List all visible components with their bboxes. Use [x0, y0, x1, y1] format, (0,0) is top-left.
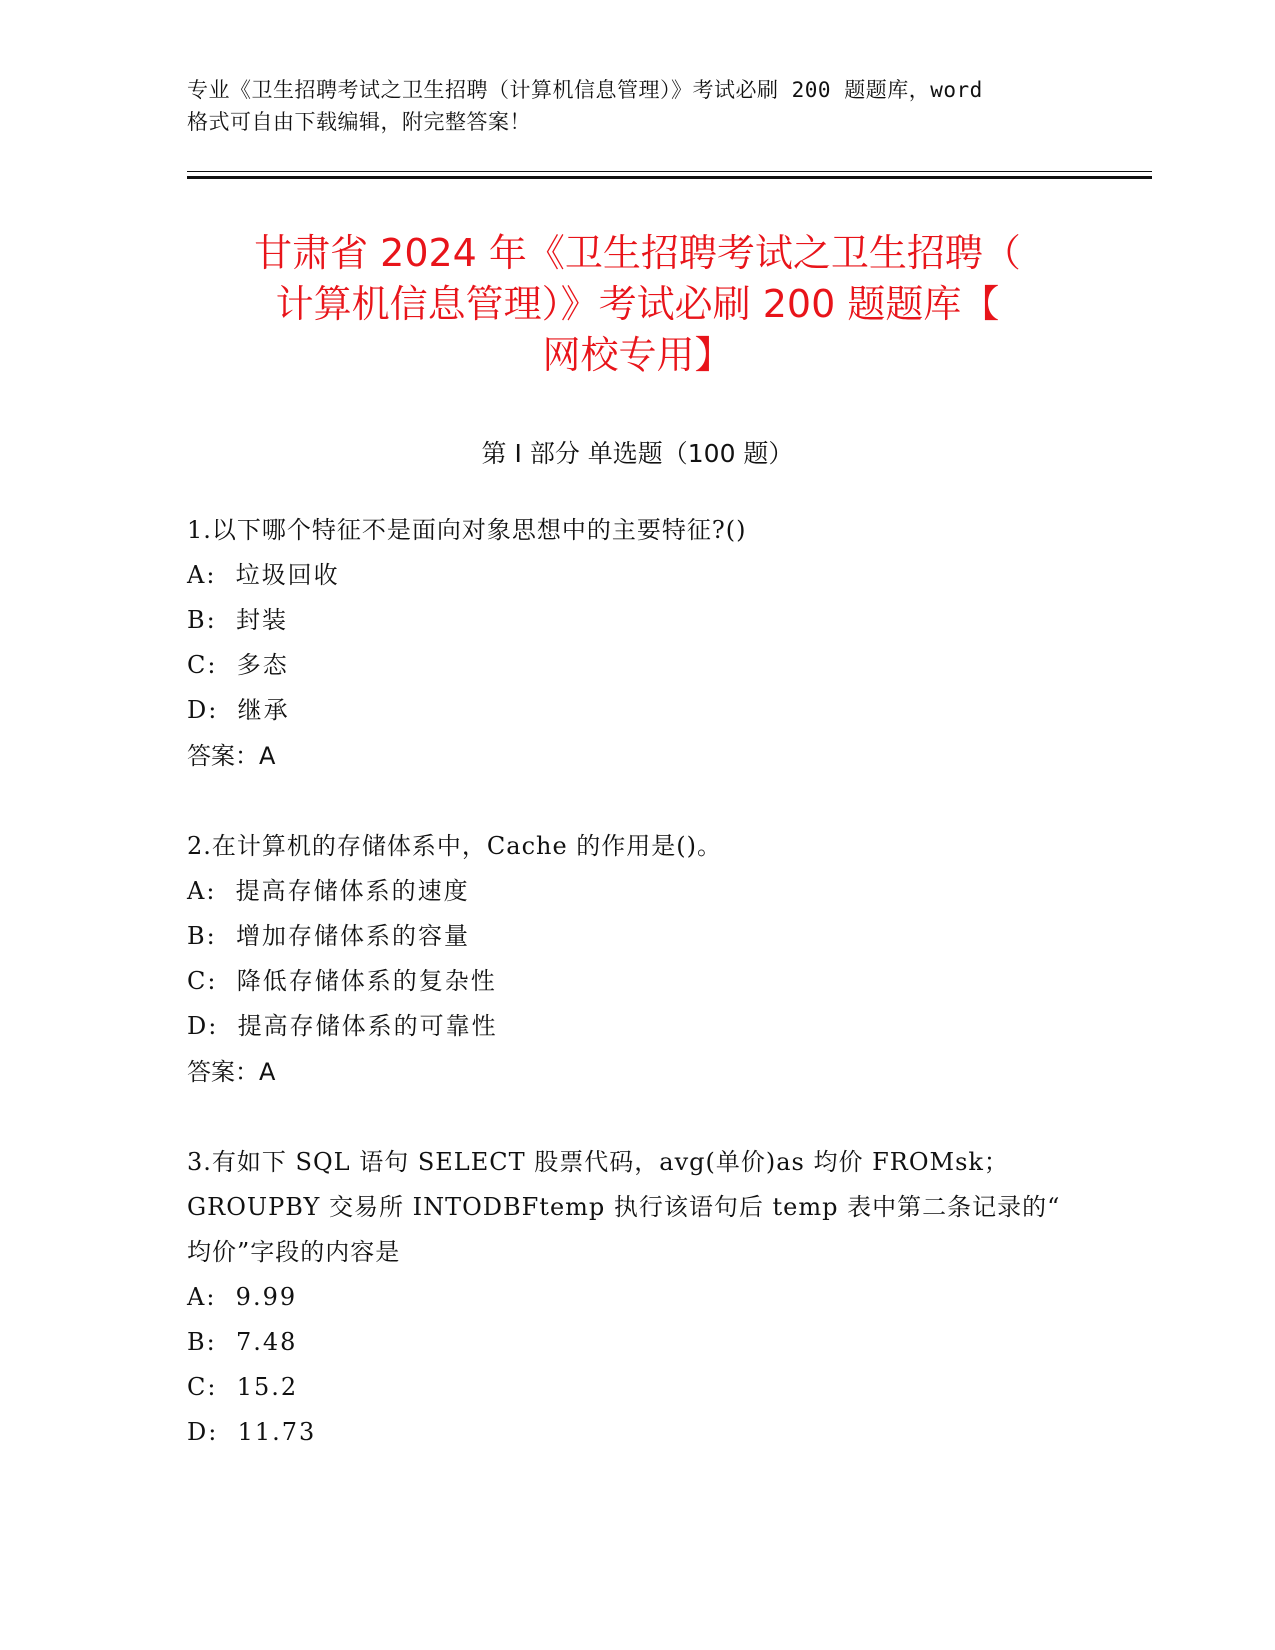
question-stem: 2.在计算机的存储体系中，Cache 的作用是()。: [187, 832, 723, 860]
answer-label: 答案：A: [187, 742, 276, 770]
question-1: [187, 508, 1067, 779]
header-note-line-2: 格式可自由下载编辑，附完整答案！: [187, 110, 531, 134]
question-stem-line-1: 3.有如下 SQL 语句 SELECT 股票代码，avg(单价)as 均价 FROMsk；: [187, 1148, 1009, 1176]
document-title-line-3: 网校专用】: [542, 333, 733, 377]
header-note-line-1: 专业《卫生招聘考试之卫生招聘（计算机信息管理）》考试必刷 200 题题库，word: [187, 78, 983, 102]
answer-label: 答案：A: [187, 1058, 276, 1086]
option-c: C: 15.2: [187, 1373, 299, 1401]
header-note: [187, 74, 1087, 138]
option-a: A: 垃圾回收: [187, 561, 340, 589]
option-d: D: 11.73: [187, 1418, 317, 1446]
header-rule-thick: [187, 176, 1152, 179]
question-stem: 1.以下哪个特征不是面向对象思想中的主要特征?(): [187, 516, 747, 544]
option-d: D: 继承: [187, 696, 290, 724]
option-c: C: 多态: [187, 651, 289, 679]
option-b: B: 7.48: [187, 1328, 298, 1356]
option-b: B: 增加存储体系的容量: [187, 922, 470, 950]
document-title-line-1: 甘肃省 2024 年《卫生招聘考试之卫生招聘（: [254, 231, 1021, 275]
question-3: [187, 1140, 1067, 1455]
option-a: A: 9.99: [187, 1283, 298, 1311]
option-a: A: 提高存储体系的速度: [187, 877, 470, 905]
document-title: [180, 228, 1095, 381]
option-d: D: 提高存储体系的可靠性: [187, 1012, 498, 1040]
question-2: [187, 824, 1067, 1095]
option-b: B: 封装: [187, 606, 288, 634]
header-rule-thin: [187, 171, 1152, 172]
option-c: C: 降低存储体系的复杂性: [187, 967, 497, 995]
document-title-line-2: 计算机信息管理）》考试必刷 200 题题库【: [275, 282, 1000, 326]
question-stem-line-3: 均价”字段的内容是: [187, 1238, 401, 1266]
section-heading: 第 I 部分 单选题（100 题）: [481, 439, 794, 468]
question-stem-line-2: GROUPBY 交易所 INTODBFtemp 执行该语句后 temp 表中第二条记录的“: [187, 1193, 1061, 1221]
